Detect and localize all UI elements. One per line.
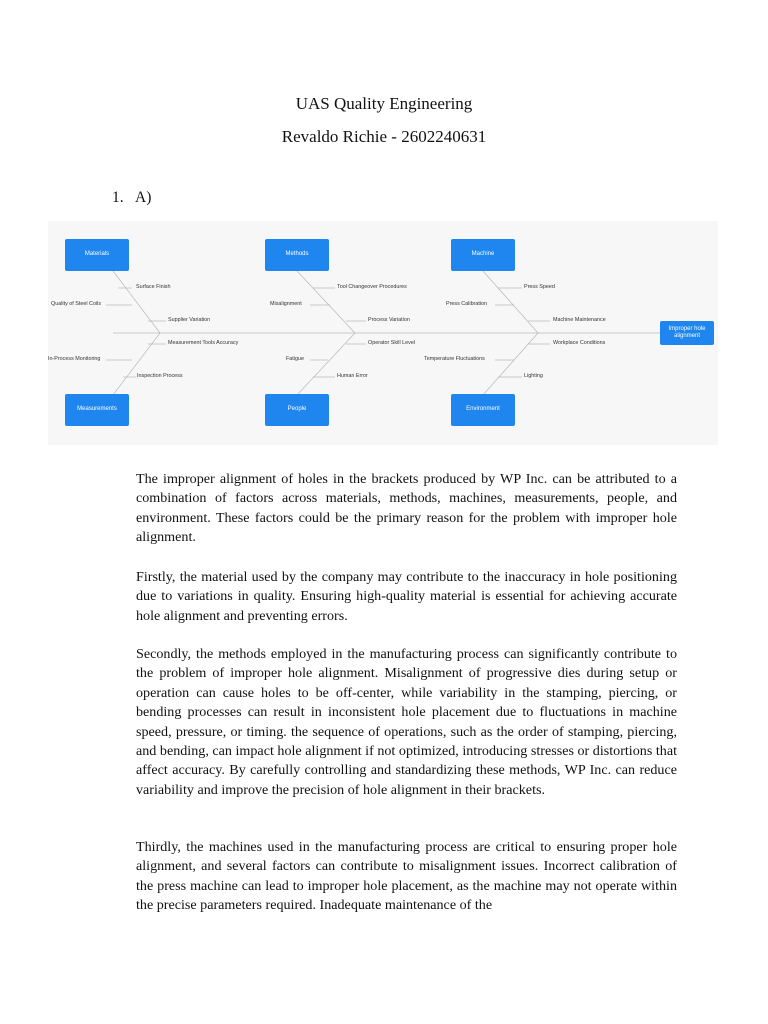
question-heading <box>112 189 151 207</box>
cause-misalignment: Misalignment <box>270 301 302 307</box>
cause-temperature-fluctuations: Temperature Fluctuations <box>424 356 485 362</box>
cause-human-error: Human Error <box>337 373 368 379</box>
cause-in-process-monitoring: In-Process Monitoring <box>48 356 101 362</box>
branch-measurements <box>113 333 160 395</box>
category-methods: Methods <box>265 239 329 271</box>
question-number: 1. <box>112 189 124 206</box>
cause-surface-finish: Surface Finish <box>136 284 171 290</box>
cause-press-speed: Press Speed <box>524 284 555 290</box>
category-environment: Environment <box>451 394 515 426</box>
category-machine: Machine <box>451 239 515 271</box>
cause-inspection-process: Inspection Process <box>137 373 183 379</box>
branch-materials <box>113 271 160 333</box>
category-materials: Materials <box>65 239 129 271</box>
cause-operator-skill-level: Operator Skill Level <box>368 340 416 346</box>
branch-people <box>297 333 355 395</box>
cause-lighting: Lighting <box>524 373 543 379</box>
category-measurements: Measurements <box>65 394 129 426</box>
paragraph-methods: Secondly, the methods employed in the manufacturing process can significantly contribute to the problem of improper hole alignment. Misalignment of progressive dies during setup or operation can cause holes to be off-center, while variability in the stamping, piercing, or bending processes can result in inconsistent hole placement due to fluctuations in machine speed, pressure, or timing. the sequence of operations, such as the order of stamping, piercing, and bending, can impact hole alignment if not optimized, introducing stresses or distortions that affect accuracy. By carefully controlling and standardizing these methods, WP Inc. can reduce variability and improve the precision of hole alignment in their brackets. <box>136 646 677 798</box>
cause-tool-changeover-procedures: Tool Changeover Procedures <box>337 284 407 290</box>
fishbone-diagram <box>48 221 718 445</box>
cause-machine-maintenance: Machine Maintenance <box>553 317 606 323</box>
fishbone-lines <box>48 221 718 445</box>
branch-environment <box>483 333 538 395</box>
category-people: People <box>265 394 329 426</box>
cause-process-variation: Process Variation <box>368 317 410 323</box>
question-label: A) <box>135 189 152 206</box>
cause-fatigue: Fatigue <box>286 356 304 362</box>
cause-workplace-conditions: Workplace Conditions <box>553 340 606 346</box>
effect-box: Improper hole alignment <box>660 321 714 345</box>
branch-methods <box>297 271 355 333</box>
page-title: UAS Quality Engineering <box>295 94 473 113</box>
paragraph-intro: The improper alignment of holes in the brackets produced by WP Inc. can be attributed to a combination of factors across materials, methods, machines, measurements, people, and environment. These factors could be the primary reason for the problem with improper hole alignment. <box>136 471 677 546</box>
cause-press-calibration: Press Calibration <box>446 301 488 307</box>
cause-measurement-tools-accuracy: Measurement Tools Accuracy <box>168 340 239 346</box>
paragraph-machines: Thirdly, the machines used in the manufacturing process are critical to ensuring proper hole alignment, and several factors can contribute to misalignment issues. Incorrect calibration of the press machine can lead to improper hole placement, as the machine may not operate within the precise parameters required. Inadequate maintenance of the <box>136 839 677 914</box>
cause-quality-of-steel-coils: Quality of Steel Coils <box>51 301 102 307</box>
author-line: Revaldo Richie - 2602240631 <box>281 127 487 146</box>
paragraph-materials: Firstly, the material used by the company may contribute to the inaccuracy in hole positioning due to variations in quality. Ensuring high-quality material is essential for achieving accurate hole alignment and preventing errors. <box>136 569 677 624</box>
branch-machine <box>483 271 538 333</box>
cause-supplier-variation: Supplier Variation <box>168 317 211 323</box>
